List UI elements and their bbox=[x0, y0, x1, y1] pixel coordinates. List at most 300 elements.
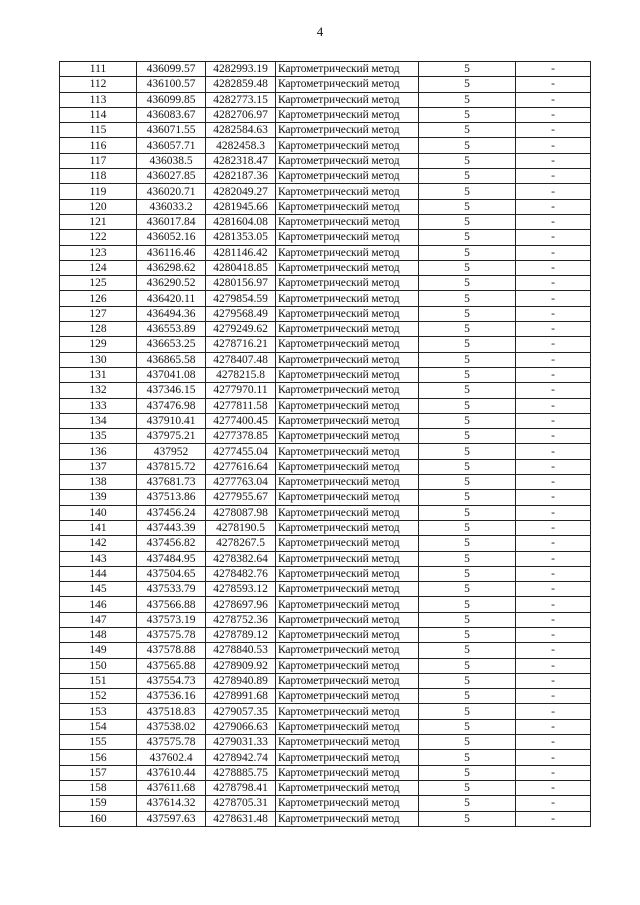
table-row bbox=[60, 704, 591, 719]
table-row bbox=[60, 107, 591, 122]
point-number-cell: 130 bbox=[60, 352, 137, 367]
y-coordinate-cell: 4278482.76 bbox=[206, 566, 276, 581]
point-number-cell: 125 bbox=[60, 276, 137, 291]
note-cell: - bbox=[516, 214, 591, 229]
x-coordinate-cell: 437815.72 bbox=[137, 459, 206, 474]
precision-cell: 5 bbox=[419, 765, 516, 780]
point-number-cell: 139 bbox=[60, 490, 137, 505]
method-cell: Картометрический метод bbox=[276, 138, 419, 153]
table-row bbox=[60, 291, 591, 306]
note-cell: - bbox=[516, 536, 591, 551]
method-cell: Картометрический метод bbox=[276, 475, 419, 490]
table-row bbox=[60, 551, 591, 566]
y-coordinate-cell: 4282458.3 bbox=[206, 138, 276, 153]
table-row bbox=[60, 92, 591, 107]
y-coordinate-cell: 4278087.98 bbox=[206, 505, 276, 520]
precision-cell: 5 bbox=[419, 138, 516, 153]
precision-cell: 5 bbox=[419, 367, 516, 382]
table-row bbox=[60, 413, 591, 428]
method-cell: Картометрический метод bbox=[276, 123, 419, 138]
note-cell: - bbox=[516, 62, 591, 77]
note-cell: - bbox=[516, 444, 591, 459]
y-coordinate-cell: 4278991.68 bbox=[206, 689, 276, 704]
note-cell: - bbox=[516, 352, 591, 367]
y-coordinate-cell: 4278789.12 bbox=[206, 627, 276, 642]
note-cell: - bbox=[516, 704, 591, 719]
method-cell: Картометрический метод bbox=[276, 796, 419, 811]
note-cell: - bbox=[516, 811, 591, 826]
point-number-cell: 151 bbox=[60, 673, 137, 688]
x-coordinate-cell: 436020.71 bbox=[137, 184, 206, 199]
precision-cell: 5 bbox=[419, 444, 516, 459]
y-coordinate-cell: 4278840.53 bbox=[206, 643, 276, 658]
note-cell: - bbox=[516, 306, 591, 321]
x-coordinate-cell: 437597.63 bbox=[137, 811, 206, 826]
method-cell: Картометрический метод bbox=[276, 612, 419, 627]
point-number-cell: 155 bbox=[60, 735, 137, 750]
point-number-cell: 127 bbox=[60, 306, 137, 321]
table-row bbox=[60, 490, 591, 505]
table-row bbox=[60, 214, 591, 229]
table-row bbox=[60, 811, 591, 826]
precision-cell: 5 bbox=[419, 77, 516, 92]
note-cell: - bbox=[516, 153, 591, 168]
precision-cell: 5 bbox=[419, 520, 516, 535]
y-coordinate-cell: 4282993.19 bbox=[206, 62, 276, 77]
x-coordinate-cell: 436033.2 bbox=[137, 199, 206, 214]
table-row bbox=[60, 780, 591, 795]
method-cell: Картометрический метод bbox=[276, 582, 419, 597]
point-number-cell: 138 bbox=[60, 475, 137, 490]
y-coordinate-cell: 4282859.48 bbox=[206, 77, 276, 92]
method-cell: Картометрический метод bbox=[276, 643, 419, 658]
x-coordinate-cell: 437346.15 bbox=[137, 383, 206, 398]
method-cell: Картометрический метод bbox=[276, 199, 419, 214]
y-coordinate-cell: 4278885.75 bbox=[206, 765, 276, 780]
method-cell: Картометрический метод bbox=[276, 413, 419, 428]
table-row bbox=[60, 276, 591, 291]
x-coordinate-cell: 437504.65 bbox=[137, 566, 206, 581]
x-coordinate-cell: 437566.88 bbox=[137, 597, 206, 612]
precision-cell: 5 bbox=[419, 306, 516, 321]
y-coordinate-cell: 4278798.41 bbox=[206, 780, 276, 795]
precision-cell: 5 bbox=[419, 260, 516, 275]
precision-cell: 5 bbox=[419, 352, 516, 367]
y-coordinate-cell: 4277455.04 bbox=[206, 444, 276, 459]
method-cell: Картометрический метод bbox=[276, 490, 419, 505]
precision-cell: 5 bbox=[419, 719, 516, 734]
table-row bbox=[60, 62, 591, 77]
table-row bbox=[60, 597, 591, 612]
method-cell: Картометрический метод bbox=[276, 765, 419, 780]
point-number-cell: 126 bbox=[60, 291, 137, 306]
x-coordinate-cell: 437565.88 bbox=[137, 658, 206, 673]
y-coordinate-cell: 4282584.63 bbox=[206, 123, 276, 138]
precision-cell: 5 bbox=[419, 796, 516, 811]
table-row bbox=[60, 566, 591, 581]
precision-cell: 5 bbox=[419, 750, 516, 765]
note-cell: - bbox=[516, 627, 591, 642]
precision-cell: 5 bbox=[419, 92, 516, 107]
y-coordinate-cell: 4278942.74 bbox=[206, 750, 276, 765]
x-coordinate-cell: 436865.58 bbox=[137, 352, 206, 367]
point-number-cell: 122 bbox=[60, 230, 137, 245]
table-row bbox=[60, 658, 591, 673]
precision-cell: 5 bbox=[419, 276, 516, 291]
y-coordinate-cell: 4279249.62 bbox=[206, 322, 276, 337]
point-number-cell: 154 bbox=[60, 719, 137, 734]
note-cell: - bbox=[516, 719, 591, 734]
note-cell: - bbox=[516, 367, 591, 382]
precision-cell: 5 bbox=[419, 566, 516, 581]
note-cell: - bbox=[516, 475, 591, 490]
table-row bbox=[60, 322, 591, 337]
x-coordinate-cell: 437456.82 bbox=[137, 536, 206, 551]
y-coordinate-cell: 4278407.48 bbox=[206, 352, 276, 367]
table-row bbox=[60, 459, 591, 474]
point-number-cell: 134 bbox=[60, 413, 137, 428]
method-cell: Картометрический метод bbox=[276, 551, 419, 566]
point-number-cell: 152 bbox=[60, 689, 137, 704]
point-number-cell: 129 bbox=[60, 337, 137, 352]
precision-cell: 5 bbox=[419, 536, 516, 551]
table-row bbox=[60, 796, 591, 811]
method-cell: Картометрический метод bbox=[276, 459, 419, 474]
method-cell: Картометрический метод bbox=[276, 306, 419, 321]
table-row bbox=[60, 689, 591, 704]
y-coordinate-cell: 4279854.59 bbox=[206, 291, 276, 306]
point-number-cell: 159 bbox=[60, 796, 137, 811]
point-number-cell: 135 bbox=[60, 429, 137, 444]
y-coordinate-cell: 4281353.05 bbox=[206, 230, 276, 245]
precision-cell: 5 bbox=[419, 475, 516, 490]
x-coordinate-cell: 437611.68 bbox=[137, 780, 206, 795]
point-number-cell: 158 bbox=[60, 780, 137, 795]
note-cell: - bbox=[516, 612, 591, 627]
point-number-cell: 124 bbox=[60, 260, 137, 275]
x-coordinate-cell: 436052.16 bbox=[137, 230, 206, 245]
note-cell: - bbox=[516, 658, 591, 673]
note-cell: - bbox=[516, 765, 591, 780]
point-number-cell: 123 bbox=[60, 245, 137, 260]
y-coordinate-cell: 4280418.85 bbox=[206, 260, 276, 275]
point-number-cell: 116 bbox=[60, 138, 137, 153]
x-coordinate-cell: 436116.46 bbox=[137, 245, 206, 260]
method-cell: Картометрический метод bbox=[276, 735, 419, 750]
method-cell: Картометрический метод bbox=[276, 520, 419, 535]
precision-cell: 5 bbox=[419, 383, 516, 398]
table-row bbox=[60, 337, 591, 352]
note-cell: - bbox=[516, 77, 591, 92]
method-cell: Картометрический метод bbox=[276, 153, 419, 168]
note-cell: - bbox=[516, 123, 591, 138]
table-row bbox=[60, 505, 591, 520]
note-cell: - bbox=[516, 551, 591, 566]
y-coordinate-cell: 4282706.97 bbox=[206, 107, 276, 122]
method-cell: Картометрический метод bbox=[276, 337, 419, 352]
precision-cell: 5 bbox=[419, 459, 516, 474]
precision-cell: 5 bbox=[419, 153, 516, 168]
y-coordinate-cell: 4282049.27 bbox=[206, 184, 276, 199]
note-cell: - bbox=[516, 520, 591, 535]
precision-cell: 5 bbox=[419, 199, 516, 214]
method-cell: Картометрический метод bbox=[276, 92, 419, 107]
x-coordinate-cell: 437575.78 bbox=[137, 735, 206, 750]
table-row bbox=[60, 719, 591, 734]
table-row bbox=[60, 643, 591, 658]
y-coordinate-cell: 4281945.66 bbox=[206, 199, 276, 214]
point-number-cell: 148 bbox=[60, 627, 137, 642]
x-coordinate-cell: 436017.84 bbox=[137, 214, 206, 229]
note-cell: - bbox=[516, 735, 591, 750]
method-cell: Картометрический метод bbox=[276, 214, 419, 229]
y-coordinate-cell: 4278705.31 bbox=[206, 796, 276, 811]
x-coordinate-cell: 437041.08 bbox=[137, 367, 206, 382]
note-cell: - bbox=[516, 291, 591, 306]
precision-cell: 5 bbox=[419, 551, 516, 566]
note-cell: - bbox=[516, 429, 591, 444]
table-row bbox=[60, 735, 591, 750]
method-cell: Картометрический метод bbox=[276, 260, 419, 275]
point-number-cell: 145 bbox=[60, 582, 137, 597]
precision-cell: 5 bbox=[419, 673, 516, 688]
precision-cell: 5 bbox=[419, 230, 516, 245]
method-cell: Картометрический метод bbox=[276, 780, 419, 795]
precision-cell: 5 bbox=[419, 184, 516, 199]
note-cell: - bbox=[516, 673, 591, 688]
point-number-cell: 156 bbox=[60, 750, 137, 765]
point-number-cell: 141 bbox=[60, 520, 137, 535]
note-cell: - bbox=[516, 413, 591, 428]
method-cell: Картометрический метод bbox=[276, 230, 419, 245]
y-coordinate-cell: 4277970.11 bbox=[206, 383, 276, 398]
x-coordinate-cell: 437578.88 bbox=[137, 643, 206, 658]
x-coordinate-cell: 436099.57 bbox=[137, 62, 206, 77]
method-cell: Картометрический метод bbox=[276, 627, 419, 642]
point-number-cell: 111 bbox=[60, 62, 137, 77]
method-cell: Картометрический метод bbox=[276, 184, 419, 199]
x-coordinate-cell: 437614.32 bbox=[137, 796, 206, 811]
note-cell: - bbox=[516, 490, 591, 505]
x-coordinate-cell: 437476.98 bbox=[137, 398, 206, 413]
method-cell: Картометрический метод bbox=[276, 811, 419, 826]
table-row bbox=[60, 306, 591, 321]
precision-cell: 5 bbox=[419, 643, 516, 658]
table-row bbox=[60, 475, 591, 490]
x-coordinate-cell: 436653.25 bbox=[137, 337, 206, 352]
x-coordinate-cell: 436494.36 bbox=[137, 306, 206, 321]
method-cell: Картометрический метод bbox=[276, 719, 419, 734]
x-coordinate-cell: 436099.85 bbox=[137, 92, 206, 107]
note-cell: - bbox=[516, 689, 591, 704]
table-row bbox=[60, 153, 591, 168]
y-coordinate-cell: 4278697.96 bbox=[206, 597, 276, 612]
point-number-cell: 120 bbox=[60, 199, 137, 214]
method-cell: Картометрический метод bbox=[276, 62, 419, 77]
table-row bbox=[60, 429, 591, 444]
point-number-cell: 146 bbox=[60, 597, 137, 612]
x-coordinate-cell: 437443.39 bbox=[137, 520, 206, 535]
table-row bbox=[60, 536, 591, 551]
point-number-cell: 157 bbox=[60, 765, 137, 780]
point-number-cell: 131 bbox=[60, 367, 137, 382]
x-coordinate-cell: 437575.78 bbox=[137, 627, 206, 642]
note-cell: - bbox=[516, 597, 591, 612]
point-number-cell: 132 bbox=[60, 383, 137, 398]
x-coordinate-cell: 436290.52 bbox=[137, 276, 206, 291]
method-cell: Картометрический метод bbox=[276, 536, 419, 551]
method-cell: Картометрический метод bbox=[276, 107, 419, 122]
y-coordinate-cell: 4277378.85 bbox=[206, 429, 276, 444]
precision-cell: 5 bbox=[419, 612, 516, 627]
precision-cell: 5 bbox=[419, 780, 516, 795]
x-coordinate-cell: 437681.73 bbox=[137, 475, 206, 490]
table-row bbox=[60, 383, 591, 398]
precision-cell: 5 bbox=[419, 627, 516, 642]
point-number-cell: 118 bbox=[60, 169, 137, 184]
y-coordinate-cell: 4278752.36 bbox=[206, 612, 276, 627]
x-coordinate-cell: 437538.02 bbox=[137, 719, 206, 734]
note-cell: - bbox=[516, 398, 591, 413]
precision-cell: 5 bbox=[419, 214, 516, 229]
table-row bbox=[60, 520, 591, 535]
point-number-cell: 113 bbox=[60, 92, 137, 107]
note-cell: - bbox=[516, 750, 591, 765]
y-coordinate-cell: 4277955.67 bbox=[206, 490, 276, 505]
method-cell: Картометрический метод bbox=[276, 689, 419, 704]
point-number-cell: 136 bbox=[60, 444, 137, 459]
note-cell: - bbox=[516, 260, 591, 275]
y-coordinate-cell: 4280156.97 bbox=[206, 276, 276, 291]
x-coordinate-cell: 436420.11 bbox=[137, 291, 206, 306]
precision-cell: 5 bbox=[419, 689, 516, 704]
y-coordinate-cell: 4282318.47 bbox=[206, 153, 276, 168]
point-number-cell: 119 bbox=[60, 184, 137, 199]
method-cell: Картометрический метод bbox=[276, 322, 419, 337]
note-cell: - bbox=[516, 276, 591, 291]
x-coordinate-cell: 436038.5 bbox=[137, 153, 206, 168]
point-number-cell: 114 bbox=[60, 107, 137, 122]
table-row bbox=[60, 138, 591, 153]
y-coordinate-cell: 4277763.04 bbox=[206, 475, 276, 490]
precision-cell: 5 bbox=[419, 169, 516, 184]
point-number-cell: 153 bbox=[60, 704, 137, 719]
page-number: 4 bbox=[316, 24, 324, 39]
table-row bbox=[60, 444, 591, 459]
note-cell: - bbox=[516, 505, 591, 520]
y-coordinate-cell: 4277400.45 bbox=[206, 413, 276, 428]
y-coordinate-cell: 4278909.92 bbox=[206, 658, 276, 673]
x-coordinate-cell: 436083.67 bbox=[137, 107, 206, 122]
y-coordinate-cell: 4279568.49 bbox=[206, 306, 276, 321]
note-cell: - bbox=[516, 107, 591, 122]
method-cell: Картометрический метод bbox=[276, 658, 419, 673]
point-number-cell: 143 bbox=[60, 551, 137, 566]
y-coordinate-cell: 4279057.35 bbox=[206, 704, 276, 719]
y-coordinate-cell: 4278593.12 bbox=[206, 582, 276, 597]
point-number-cell: 128 bbox=[60, 322, 137, 337]
method-cell: Картометрический метод bbox=[276, 750, 419, 765]
table-row bbox=[60, 352, 591, 367]
coordinates-table bbox=[59, 61, 591, 827]
x-coordinate-cell: 437554.73 bbox=[137, 673, 206, 688]
x-coordinate-cell: 436057.71 bbox=[137, 138, 206, 153]
y-coordinate-cell: 4278382.64 bbox=[206, 551, 276, 566]
note-cell: - bbox=[516, 199, 591, 214]
x-coordinate-cell: 437533.79 bbox=[137, 582, 206, 597]
precision-cell: 5 bbox=[419, 62, 516, 77]
table-row bbox=[60, 398, 591, 413]
point-number-cell: 121 bbox=[60, 214, 137, 229]
precision-cell: 5 bbox=[419, 658, 516, 673]
table-row bbox=[60, 230, 591, 245]
note-cell: - bbox=[516, 780, 591, 795]
x-coordinate-cell: 437536.16 bbox=[137, 689, 206, 704]
precision-cell: 5 bbox=[419, 704, 516, 719]
precision-cell: 5 bbox=[419, 245, 516, 260]
precision-cell: 5 bbox=[419, 322, 516, 337]
note-cell: - bbox=[516, 582, 591, 597]
x-coordinate-cell: 437456.24 bbox=[137, 505, 206, 520]
table-row bbox=[60, 77, 591, 92]
y-coordinate-cell: 4277616.64 bbox=[206, 459, 276, 474]
note-cell: - bbox=[516, 796, 591, 811]
x-coordinate-cell: 437518.83 bbox=[137, 704, 206, 719]
y-coordinate-cell: 4278940.89 bbox=[206, 673, 276, 688]
point-number-cell: 142 bbox=[60, 536, 137, 551]
precision-cell: 5 bbox=[419, 291, 516, 306]
note-cell: - bbox=[516, 383, 591, 398]
note-cell: - bbox=[516, 566, 591, 581]
point-number-cell: 140 bbox=[60, 505, 137, 520]
y-coordinate-cell: 4282773.15 bbox=[206, 92, 276, 107]
x-coordinate-cell: 437610.44 bbox=[137, 765, 206, 780]
coordinates-table-body bbox=[60, 62, 591, 827]
point-number-cell: 115 bbox=[60, 123, 137, 138]
method-cell: Картометрический метод bbox=[276, 77, 419, 92]
x-coordinate-cell: 437952 bbox=[137, 444, 206, 459]
method-cell: Картометрический метод bbox=[276, 566, 419, 581]
table-row bbox=[60, 245, 591, 260]
x-coordinate-cell: 436298.62 bbox=[137, 260, 206, 275]
y-coordinate-cell: 4279031.33 bbox=[206, 735, 276, 750]
y-coordinate-cell: 4281146.42 bbox=[206, 245, 276, 260]
precision-cell: 5 bbox=[419, 505, 516, 520]
x-coordinate-cell: 437484.95 bbox=[137, 551, 206, 566]
x-coordinate-cell: 436100.57 bbox=[137, 77, 206, 92]
table-row bbox=[60, 184, 591, 199]
note-cell: - bbox=[516, 337, 591, 352]
precision-cell: 5 bbox=[419, 107, 516, 122]
x-coordinate-cell: 437573.19 bbox=[137, 612, 206, 627]
x-coordinate-cell: 436071.55 bbox=[137, 123, 206, 138]
precision-cell: 5 bbox=[419, 413, 516, 428]
precision-cell: 5 bbox=[419, 123, 516, 138]
table-row bbox=[60, 260, 591, 275]
method-cell: Картометрический метод bbox=[276, 245, 419, 260]
y-coordinate-cell: 4277811.58 bbox=[206, 398, 276, 413]
x-coordinate-cell: 437602.4 bbox=[137, 750, 206, 765]
method-cell: Картометрический метод bbox=[276, 429, 419, 444]
precision-cell: 5 bbox=[419, 337, 516, 352]
note-cell: - bbox=[516, 643, 591, 658]
method-cell: Картометрический метод bbox=[276, 383, 419, 398]
note-cell: - bbox=[516, 92, 591, 107]
y-coordinate-cell: 4278631.48 bbox=[206, 811, 276, 826]
point-number-cell: 160 bbox=[60, 811, 137, 826]
table-row bbox=[60, 367, 591, 382]
method-cell: Картометрический метод bbox=[276, 169, 419, 184]
